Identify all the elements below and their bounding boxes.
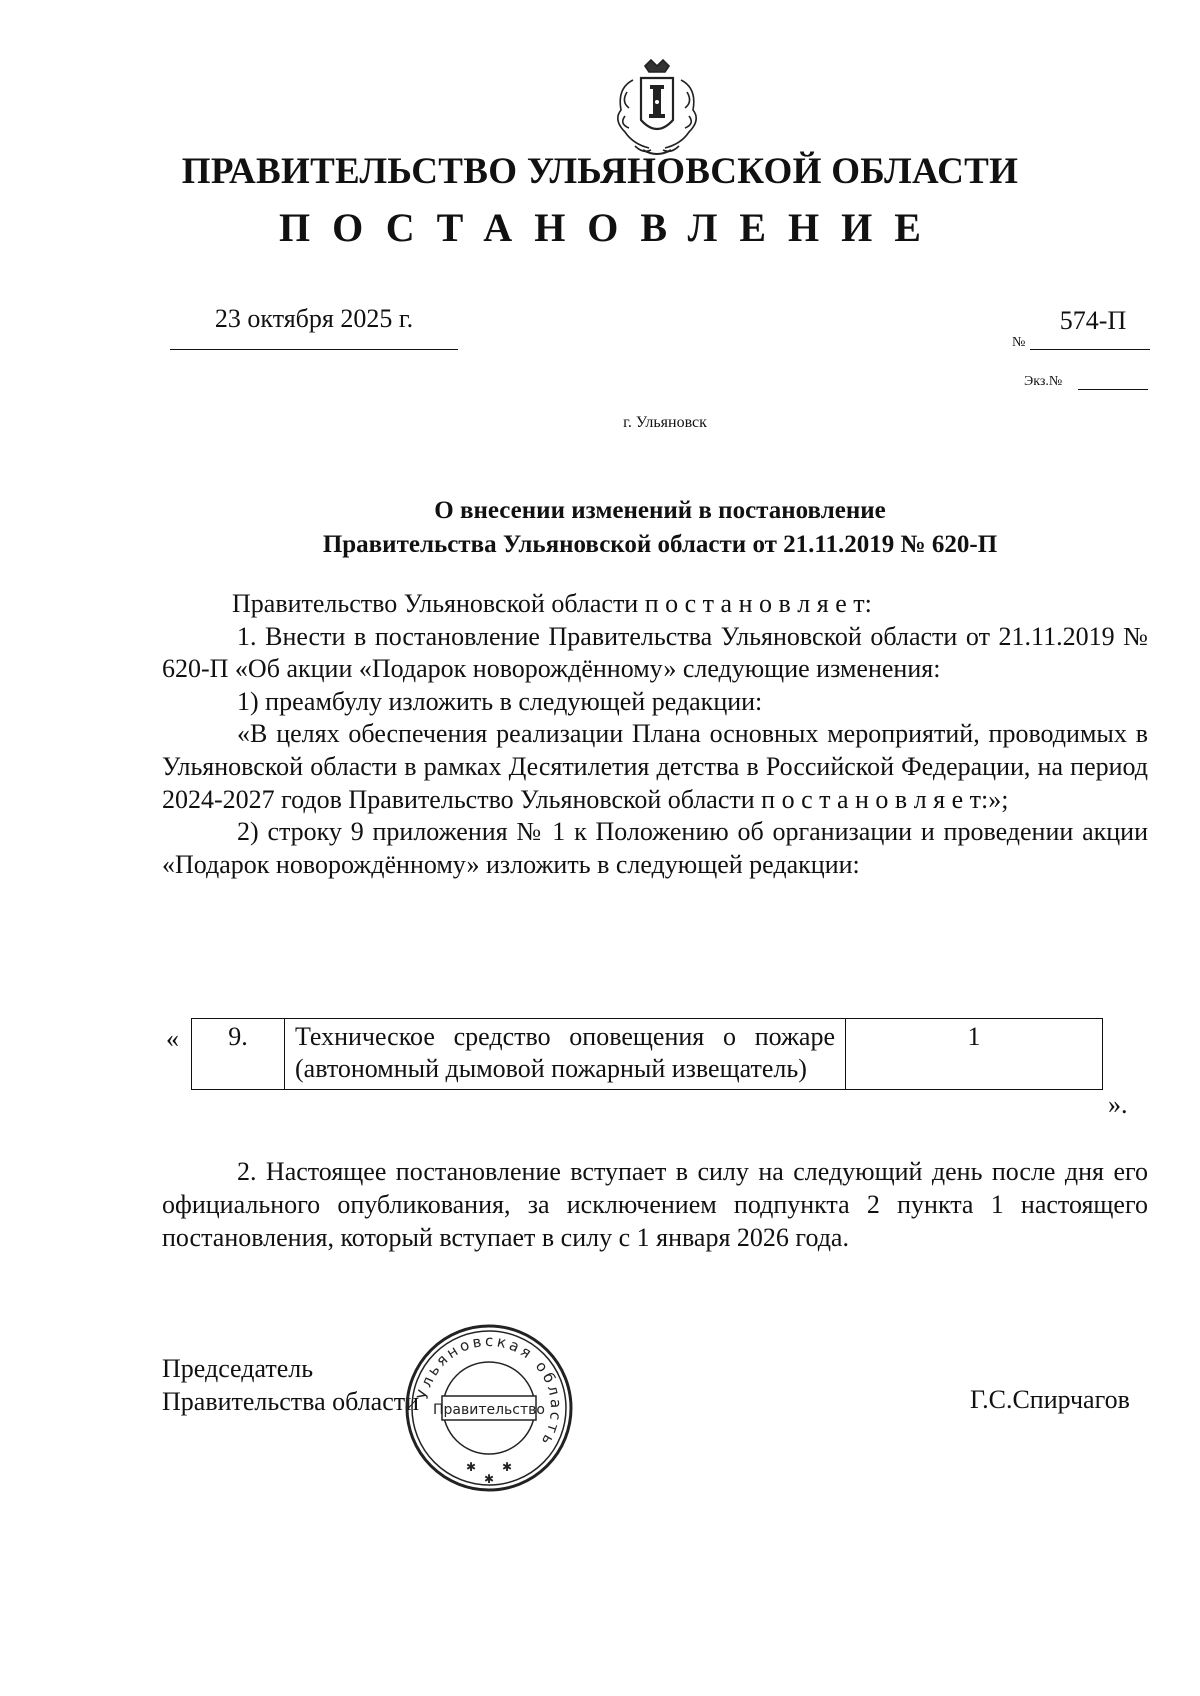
row-quantity: 1 — [846, 1019, 1103, 1090]
seal-star-right-icon: ✱ — [502, 1460, 513, 1474]
coat-of-arms-icon — [603, 58, 711, 160]
government-title: ПРАВИТЕЛЬСТВО УЛЬЯНОВСКОЙ ОБЛАСТИ — [181, 151, 1019, 192]
body-intro: Правительство Ульяновской области п о с т а н о в л я е т: — [232, 589, 872, 618]
row-item-name: Техническое средство оповещения о пожаре (автономный дымовой пожарный извещатель) — [285, 1019, 846, 1090]
subclause-1-1-text: «В целях обеспечения реализации Плана основных мероприятий, проводимых в Ульяновской области в рамках Десятилетия детства в Российской Федерации, на период 2024-2027 годов Правительство Ульяновской области п о с т а н о в л я е т:»; — [162, 719, 1148, 814]
copy-number-label: Экз.№ — [1024, 374, 1063, 389]
subject-line-2: Правительства Ульяновской области от 21.11.2019 № 620-П — [322, 531, 998, 558]
signer-position-line-2: Правительства области — [162, 1387, 420, 1416]
table-row — [192, 1019, 1103, 1090]
document-date: 23 октября 2025 г. — [214, 304, 414, 333]
seal-center-text: Правительство — [433, 1402, 545, 1418]
subclause-1-2: 2) строку 9 приложения № 1 к Положению об организации и проведении акции «Подарок новорождённому» изложить в следующей редакции: — [162, 817, 1148, 879]
seal-star-left-icon: ✱ — [466, 1460, 477, 1474]
document-subject — [0, 494, 1200, 562]
subclause-1-1: 1) преамбулу изложить в следующей редакции: — [237, 686, 763, 716]
row-number: 9. — [192, 1019, 285, 1090]
table-open-quote: « — [166, 1024, 179, 1053]
signer-name: Г.С.Спирчагов — [970, 1385, 1130, 1414]
seal-ring-text: Ульяновская область — [413, 1331, 566, 1451]
document-body — [162, 588, 1148, 881]
clause-2 — [162, 1155, 1148, 1254]
subject-line-1: О внесении изменений в постановление — [434, 497, 886, 524]
number-underline — [1030, 349, 1150, 350]
clause-1: 1. Внести в постановление Правительства Ульяновской области от 21.11.2019 № 620-П «Об акции «Подарок новорождённому» следующие изменения: — [162, 621, 1148, 684]
signer-position-line-1: Председатель — [162, 1354, 314, 1383]
city: г. Ульяновск — [623, 414, 707, 431]
signer-position — [162, 1352, 419, 1418]
seal-star-bottom-icon: ✱ — [484, 1472, 495, 1486]
official-seal — [404, 1323, 574, 1493]
date-underline — [170, 349, 458, 350]
document-number: 574-П — [1059, 306, 1127, 335]
copy-number-underline — [1078, 389, 1148, 390]
svg-text:Ульяновская область — [414, 1332, 566, 1451]
amendment-table — [191, 1018, 1103, 1090]
clause-2-text: 2. Настоящее постановление вступает в силу на следующий день после дня его официального опубликования, за исключением подпункта 2 пункта 1 настоящего постановления, который вступает в силу с 1 января 2026 года. — [162, 1157, 1148, 1252]
number-sign: № — [1012, 335, 1026, 350]
table-close-quote: ». — [1108, 1090, 1128, 1119]
document-type-title: ПОСТАНОВЛЕНИЕ — [279, 205, 943, 250]
